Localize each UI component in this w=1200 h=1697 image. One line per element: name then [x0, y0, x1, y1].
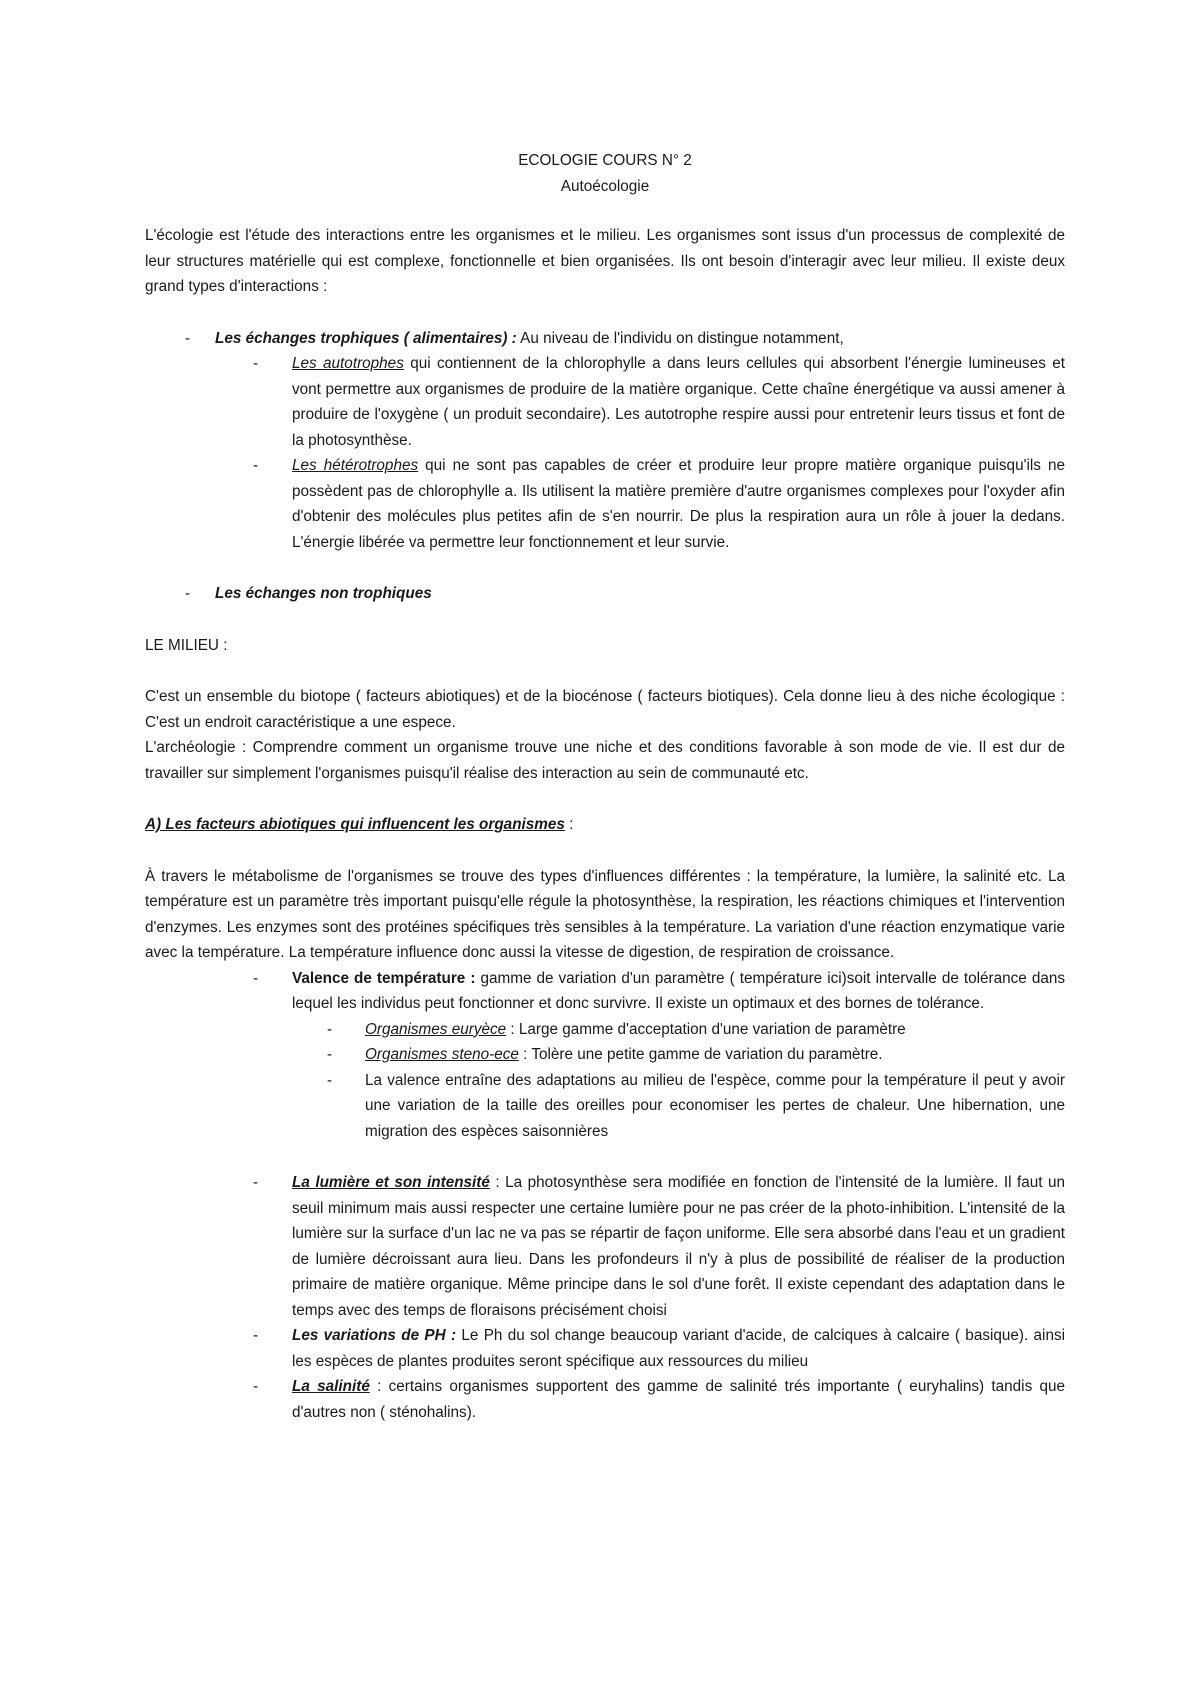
list-item-euryece — [145, 1017, 1065, 1043]
salinite-text: : certains organismes supportent des gamme de salinité trés importante ( euryhalins) tandis que d'autres non ( sténohalins). — [292, 1378, 1065, 1421]
section-a-intro: À travers le métabolisme de l'organismes se trouve des types d'influences différentes : la température, la lumière, la salinité etc. La température est un paramètre très important puisqu'elle régule la photosynthèse, la respiration, les réactions chimiques et l'intervention d'enzymes. Les enzymes sont des protéines spécifiques très sensibles à la température. La variation d'une réaction enzymatique varie avec la température. La température influence donc aussi la vitesse de digestion, de respiration de croissance. — [145, 867, 1065, 961]
list-item-valence — [145, 966, 1065, 1017]
bullet-dash: - — [185, 329, 191, 347]
list-item-autotrophes — [145, 351, 1065, 453]
bullet-dash: - — [185, 585, 191, 602]
list-item-steno-ece — [145, 1042, 1065, 1068]
list-item-heterotrophes — [145, 453, 1065, 555]
list-item-adaptations — [145, 1068, 1065, 1145]
section-a-heading-text: A) Les facteurs abiotiques qui influencent les organismes — [145, 816, 565, 833]
bullet-dash: - — [327, 1020, 333, 1038]
valence-label: Valence de température : — [292, 969, 476, 987]
section-a-heading-suffix: : — [564, 816, 574, 833]
salinite-label: La salinité — [292, 1378, 370, 1395]
trophic-text: Au niveau de l'individu on distingue notamment, — [516, 329, 844, 347]
autotrophes-text: qui contiennent de la chlorophylle a dans leurs cellules qui absorbent l'énergie lumineuses et vont permettre aux organismes de produire de la matière organique. Cette chaîne énergétique va aussi amener à produire de l'oxygène ( un produit secondaire). Les autotrophe respire aussi pour entretenir leurs tissus et font de la photosynthèse. — [292, 355, 1065, 449]
bullet-dash: - — [253, 1327, 259, 1344]
section-a-heading — [145, 812, 1065, 838]
valence-text: gamme de variation d'un paramètre ( température ici)soit intervalle de tolérance dans lequel les individus peut fonctionner et donc survivre. Il existe un optimaux et des bornes de tolérance. — [292, 969, 1065, 1012]
adaptations-text: La valence entraîne des adaptations au milieu de l'espèce, comme pour la température il peut y avoir une variation de la taille des oreilles pour economiser les pertes de chaleur. Une hibernation, une migration des espèces saisonnières — [365, 1071, 1065, 1140]
list-item-salinite — [145, 1374, 1065, 1425]
milieu-heading: LE MILIEU : — [145, 636, 228, 654]
bullet-dash: - — [253, 1174, 259, 1191]
bullet-dash: - — [327, 1046, 333, 1063]
list-item-nontrophic — [145, 581, 1065, 607]
bullet-dash: - — [253, 457, 259, 474]
heterotrophes-text: qui ne sont pas capables de créer et produire leur propre matière organique puisqu'ils ne possèdent pas de chlorophylle a. Ils utilisent la matière première d'autre organismes complexes pour l'oxyder afin d'obtenir des molécules plus petites afin de s'en nourrir. De plus la respiration aura un rôle à jouer la dedans. L'énergie libérée va permettre leur fonctionnement et leur survie. — [292, 457, 1065, 551]
bullet-dash: - — [253, 355, 259, 372]
bullet-dash: - — [327, 1071, 333, 1089]
page-subtitle: Autoécologie — [560, 177, 650, 195]
milieu-paragraph-2: L'archéologie : Comprendre comment un organisme trouve une niche et des conditions favorable à son mode de vie. Il est dur de travailler sur simplement l'organismes puisqu'il réalise des interaction au sein de communauté etc. — [145, 739, 1065, 782]
nontrophic-label: Les échanges non trophiques — [215, 585, 432, 602]
steno-ece-term: Organismes steno-ece — [365, 1046, 519, 1063]
list-item-ph — [145, 1323, 1065, 1374]
page-title: ECOLOGIE COURS N° 2 — [518, 152, 692, 169]
list-item-trophic — [145, 326, 1065, 352]
ph-label: Les variations de PH : — [292, 1327, 457, 1344]
steno-ece-text: : Tolère une petite gamme de variation du paramètre. — [518, 1046, 883, 1063]
list-item-lumiere — [145, 1170, 1065, 1323]
bullet-dash: - — [253, 969, 259, 987]
heterotrophes-term: Les hétérotrophes — [292, 457, 419, 474]
euryece-text: : Large gamme d'acceptation d'une variation de paramètre — [506, 1020, 906, 1038]
bullet-dash: - — [253, 1378, 259, 1395]
trophic-label: Les échanges trophiques ( alimentaires) : — [215, 329, 517, 347]
lumiere-label: La lumière et son intensité — [292, 1174, 490, 1191]
euryece-term: Organismes euryèce — [365, 1020, 507, 1038]
autotrophes-term: Les autotrophes — [292, 355, 404, 372]
ph-text: Le Ph du sol change beaucoup variant d'acide, de calciques à calcaire ( basique). ainsi les espèces de plantes produites seront spécifique aux ressources du milieu — [292, 1327, 1066, 1370]
lumiere-text: : La photosynthèse sera modifiée en fonction de l'intensité de la lumière. Il faut un seuil minimum mais aussi respecter une certaine lumière pour ne pas créer de la photo-inhibition. L'intensité de la lumière sur la surface d'un lac ne va pas se répartir de façon uniforme. Elle sera absorbé dans l'eau et un gradient de lumière décroissant aura lieu. Dans les profondeurs il n'y à plus de possibilité de réaliser de la production primaire de matière organique. Même principe dans le sol d'une forêt. Il existe cependant des adaptation dans le temps avec des temps de floraisons précisément choisi — [292, 1174, 1065, 1319]
intro-paragraph: L'écologie est l'étude des interactions entre les organismes et le milieu. Les organismes sont issus d'un processus de complexité de leur structures matérielle qui est complexe, fonctionnelle et bien organisées. Ils ont besoin d'interagir avec leur milieu. Il existe deux grand types d'interactions : — [145, 227, 1065, 295]
milieu-paragraph-1: C'est un ensemble du biotope ( facteurs abiotiques) et de la biocénose ( facteurs biotiques). Cela donne lieu à des niche écologique : C'est un endroit caractéristique a une espece. — [145, 688, 1065, 731]
title-block — [145, 148, 1065, 199]
